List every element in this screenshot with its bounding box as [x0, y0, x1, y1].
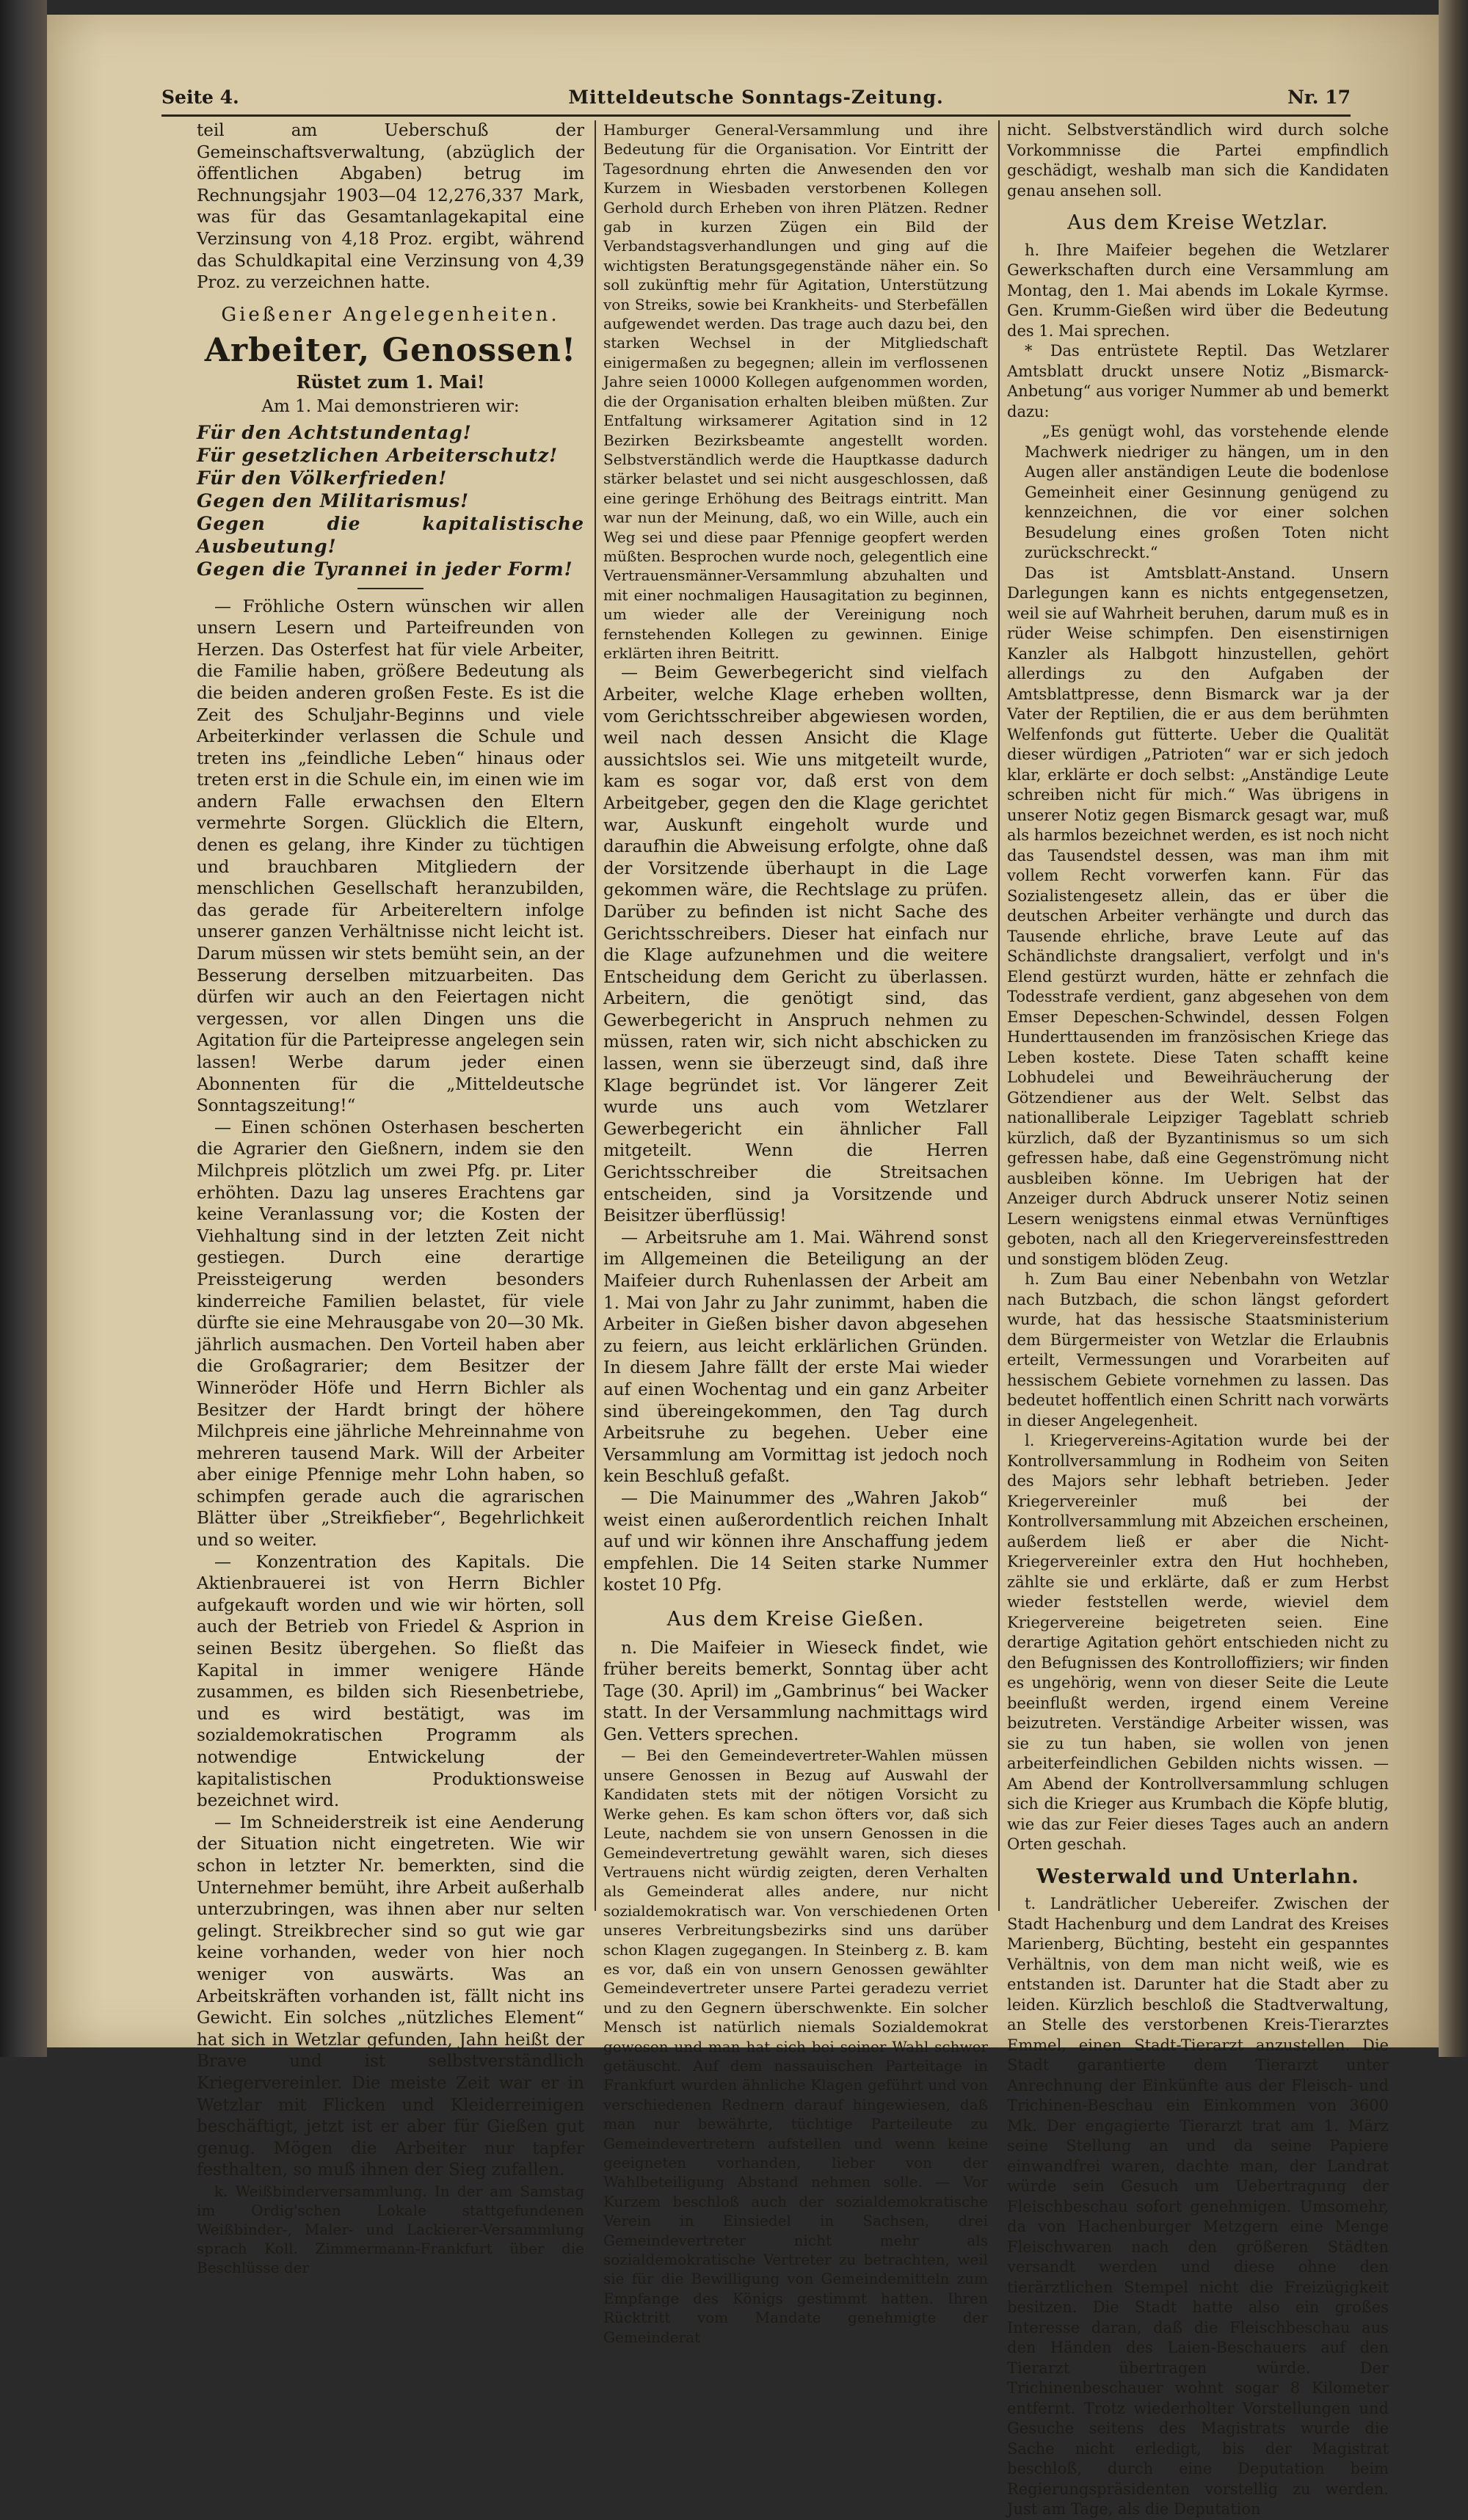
article-wieseck-mayday: n. Die Maifeier in Wieseck findet, wie früher bereits bemerkt, Sonntag über acht Tage (30. April) im „Gambrinus“ bei Wacker statt. In der Versammlung nachmittags wird Gen. Vetters sprechen.: [603, 1638, 988, 1744]
article-council-elections: — Bei den Gemeindevertreter-Wahlen müssen unsere Genossen in Bezug auf Auswahl der Kandidaten stets mit der nötigen Vorsicht zu Werke gehen. Es kam schon öfters vor, daß sich Leute, nachdem sie von unsern Genossen in die Gemeindevertretung gewählt waren, sich dieses Vertrauens nicht würdig zeigten, deren Verhalten als Gemeinderat alles andere, nur nicht sozialdemokratisch war. Von verschiedenen Orten unseres Verbreitungsbezirks sind uns darüber schon Klagen zugegangen. In Steinberg z. B. kam es vor, daß ein von unsern Genossen gewählter Gemeindevertreter unsere Partei geradezu verriet und zu den Gegnern überschwenkte. Ein solcher Mensch ist natürlich niemals Sozialdemokrat gewesen und man hat sich bei seiner Wahl schwer getäuscht. Auf dem nassauischen Parteitage in Frankfurt wurden ähnliche Klagen geführt und von verschiedenen Rednern darauf hingewiesen, daß man nur bewährte, tüchtige Parteileute zu Gemeindevertretern aufstellen und wenn keine geeigneten vorhanden, lieber von der Wahlbeteiligung Abstand nehmen solle. — Vor Kurzem beschloß auch der sozialdemokratische Verein in Einsiedel in Sachsen, drei Gemeindevertreter nicht mehr als sozialdemokratische Vertreter zu betrachten, weil sie für die Bewilligung von Gemeindemitteln zum Empfange des Königs gestimmt hatten. Ihren Rücktritt vom Mandate genehmigte der Gemeinderat: [603, 1747, 988, 2346]
headline-arbeiter-genossen: Arbeiter, Genossen!: [204, 332, 577, 370]
col3-continued: nicht. Selbstverständlich wird durch solche Vorkommnisse die Partei empfindlich geschädigt, weshalb man sich die Kandidaten genau ansehen soll.: [1007, 121, 1389, 200]
slogan-3: Für den Völkerfrieden!: [197, 467, 448, 489]
article-wahrer-jakob: — Die Mainummer des „Wahren Jakob“ weist einen außerordentlich reichen Inhalt auf und wir können ihre Anschaffung jedem empfehlen. Die 14 Seiten starke Nummer kostet 10 Pfg.: [603, 1488, 988, 1595]
article-easter: — Fröhliche Ostern wünschen wir allen unsern Lesern und Parteifreunden von Herzen. Das Osterfest hat für viele Arbeiter, die Familie haben, größere Bedeutung als die beiden anderen großen Feste. Es ist die Zeit des Schuljahr-Beginns und viele Arbeiterkinder verlassen die Schule und treten ins „feindliche Leben“ hinaus oder treten erst in die Schule ein, im einen wie im andern Falle erwachsen den Eltern vermehrte Sorgen. Glücklich die Eltern, denen es gelang, ihre Kinder zu tüchtigen und brauchbaren Mitgliedern der menschlichen Gesellschaft heranzubilden, das gerade für Arbeitereltern infolge unserer ganzen Verhältnisse nicht leicht ist. Darum müssen wir stets bemüht sein, an der Besserung derselben mitzuarbeiten. Das dürfen wir auch an den Feiertagen nicht vergessen, vor allen Dingen uns die Agitation für die Parteipresse angelegen sein lassen! Werbe darum jeder einen Abonnenten für die „Mitteldeutsche Sonntagszeitung!“: [197, 597, 584, 1116]
article-reptil-quote: „Es genügt wohl, das vorstehende elende Machwerk niedriger zu hängen, um in den Augen aller anständigen Leute die bodenlose Gemeinheit einer Gesinnung genügend zu kennzeichnen, die vor einer solchen Besudelung eines großen Toten nicht zurückschreckt.“: [1025, 423, 1389, 561]
book-binding-right: [1439, 0, 1468, 2057]
slogan-1: Für den Achtstundentag!: [197, 421, 472, 443]
article-milk-price: — Einen schönen Osterhasen bescherten die Agrarier den Gießnern, indem sie den Milchpreis plötzlich um zwei Pfg. pr. Liter erhöhten. Dazu lag unseres Erachtens gar keine Veranlassung vor; die Kosten der Viehhaltung sind in der letzten Zeit nicht gestiegen. Durch eine derartige Preissteigerung werden besonders kinderreiche Familien belastet, für viele dürfte sie eine Mehrausgabe von 20—30 Mk. jährlich ausmachen. Den Vorteil haben aber die Großagrarier; dem Besitzer der Winneröder Höfe und Herrn Bichler als Besitzer der Hardt bringt der höhere Milchpreis eine jährliche Mehreinnahme von mehreren tausend Mark. Will der Arbeiter aber einige Pfennige mehr Lohn haben, so schimpfen gerade auch die agrarischen Blätter über „Streikfieber“, Begehrlichkeit und so weiter.: [197, 1118, 584, 1551]
section-kreis-giessen: Aus dem Kreise Gießen.: [666, 1607, 925, 1631]
section-westerwald: Westerwald und Unterlahn.: [1036, 1865, 1359, 1888]
header-rule: [161, 114, 1351, 117]
demo-line: Am 1. Mai demonstrieren wir:: [261, 396, 520, 416]
column-divider-2: [998, 120, 1000, 1911]
book-binding-left: [0, 0, 47, 2057]
column-2: [603, 120, 988, 2346]
section-giessen-affairs: Gießener Angelegenheiten.: [221, 303, 560, 326]
slogan-2: Für gesetzlichen Arbeiterschutz!: [197, 444, 559, 466]
slogan-6: Gegen die Tyrannei in jeder Form!: [197, 558, 573, 580]
article-reptil: * Das entrüstete Reptil. Das Wetzlarer Amtsblatt druckt unsere Notiz „Bismarck-Anbetung“ aus voriger Nummer ab und bemerkt dazu:: [1007, 342, 1389, 420]
article-wetzlar-mayday: h. Ihre Maifeier begehen die Wetzlarer Gewerkschaften durch eine Versammlung am Montag, den 1. Mai abends im Lokale Kyrmse. Gen. Krumm-Gießen wird über die Bedeutung des 1. Mai sprechen.: [1007, 241, 1389, 340]
article-railway: h. Zum Bau einer Nebenbahn von Wetzlar nach Butzbach, die schon längst gefordert wurde, hat das hessische Staatsministerium dem Bürgermeister von Wetzlar die Erlaubnis erteilt, Vermessungen und Vorarbeiten auf hessischem Gebiete vornehmen zu lassen. Das bedeutet hoffentlich einen Schritt nach vorwärts in dieser Angelegenheit.: [1007, 1270, 1389, 1430]
newspaper-title: Mitteldeutsche Sonntags-Zeitung.: [568, 87, 944, 108]
headline-subtitle: Rüstet zum 1. Mai!: [296, 371, 485, 393]
slogan-5: Gegen die kapitalistische Ausbeutung!: [197, 512, 584, 557]
article-warrior-agitation: l. Kriegervereins-Agitation wurde bei der Kontrollversammlung in Rodheim von Seiten des Majors sehr lebhaft betrieben. Jeder Kriegervereinler muß bei der Kontrollversammlung mit Abzeichen erscheinen, außerdem ließ er aber die Nicht-Kriegervereinler extra den Hut hochheben, zählte sie und erklärte, daß er zum Herbst wieder feststellen werde, wieviel dem Kriegervereine beigetreten seien. Eine derartige Agitation gehört entschieden nicht zu den Befugnissen des Kontrolloffiziers; wir finden es ungehörig, wenn von dieser Seite die Leute beeinflußt werden, irgend einem Vereine beizutreten. Verständige Arbeiter wissen, was sie zu tun haben, sie wollen von jenen arbeiterfeindlichen Gebilden nichts wissen. — Am Abend der Kontrollversammlung schlugen sich die Krieger aus Krumbach die Köpfe blutig, wie das zur Feier dieses Tages auch an andern Orten geschah.: [1007, 1432, 1389, 1853]
column-3: [1007, 120, 1389, 2518]
divider-rule: [357, 588, 424, 589]
page-number: Seite 4.: [161, 87, 239, 108]
article-amtsblatt: Das ist Amtsblatt-Anstand. Unsern Darlegungen kann es nichts entgegensetzen, weil sie auf Wahrheit beruhen, darum muß es in rüder Weise schimpfen. Den eisenstirnigen Kanzler als Halbgott hinzustellen, gehört allerdings zu den Aufgaben der Amtsblattpresse, denn Bismarck war ja der Vater der Reptilien, die er aus dem berühmten Welfenfonds gut fütterte. Ueber die Qualität dieser würdigen „Patrioten“ war er sich jedoch klar, erklärte er doch selbst: „Anständige Leute schreiben nicht für mich.“ Was übrigens in unserer Notiz gegen Bismarck gesagt war, muß als harmlos bezeichnet werden, es ist noch nicht das Tausendstel dessen, was man ihm mit vollem Recht vorwerfen kann. Für das Sozialistengesetz allein, das er über die deutschen Arbeiter verhängte und durch das Tausende ehrliche, brave Leute auf das Schändlichste drangsaliert, verfolgt und in's Elend gestürzt wurden, hätte er zehnfach die Todesstrafe verdient, ganz abgesehen von dem Emser Depeschen-Schwindel, dessen Folgen Hunderttausenden im französischen Kriege das Leben kostete. Diese Taten schafft keine Lobhudelei und Beweihräucherung der Götzendiener aus der Welt. Selbst das nationalliberale Leipziger Tageblatt schrieb kürzlich, daß der Byzantinismus so um sich gefressen habe, daß eine Gegenströmung nicht ausbleiben könne. Im Uebrigen hat der Anzeiger durch Abdruck unserer Notiz seinen Lesern wenigstens einmal etwas Vernünftiges geboten, nach all den Kriegervereinsfesttreden und sonstigem blöden Zeug.: [1007, 564, 1389, 1268]
article-trade-court: — Beim Gewerbegericht sind vielfach Arbeiter, welche Klage erheben wollten, vom Gerichtsschreiber abgewiesen worden, weil nach dessen Ansicht die Klage aussichtslos sei. Wie uns mitgeteilt wurde, kam es sogar vor, daß erst von dem Arbeitgeber, gegen den die Klage gerichtet war, Auskunft eingeholt wurde und daraufhin die Abweisung erfolgte, ohne daß der Vorsitzende überhaupt in die Lage gekommen wäre, die Rechtslage zu prüfen. Darüber zu befinden ist nicht Sache des Gerichtsschreibers. Dieser hat einfach nur die Klage aufzunehmen und die weitere Entscheidung dem Gericht zu überlassen. Arbeitern, die genötigt sind, das Gewerbegericht in Anspruch nehmen zu müssen, raten wir, sich nicht abschicken zu lassen, wenn sie überzeugt sind, daß ihre Klage begründet ist. Vor längerer Zeit wurde uns auch vom Wetzlarer Gewerbegericht ein ähnlicher Fall mitgeteilt. Wenn die Herren Gerichtsschreiber die Streitsachen entscheiden, sind ja Vorsitzende und Beisitzer überflüssig!: [603, 663, 988, 1226]
section-kreis-wetzlar: Aus dem Kreise Wetzlar.: [1067, 211, 1329, 234]
column-1: [197, 120, 584, 2276]
column-divider-1: [595, 120, 596, 1911]
article-painters-meeting: k. Weißbinderversammlung. In der am Samstag im Ordig'schen Lokale stattgefundenen Weißbinder-, Maler- und Lackierer-Versammlung sprach Koll. Zimmermann-Frankfurt über die Beschlüsse der: [197, 2182, 584, 2276]
article-may-day-rest: — Arbeitsruhe am 1. Mai. Während sonst im Allgemeinen die Beteiligung an der Maifeier durch Ruhenlassen der Arbeit am 1. Mai von Jahr zu Jahr zunimmt, haben die Arbeiter in Gießen bisher davon abgesehen zu feiern, aus leicht erklärlichen Gründen. In diesem Jahre fällt der erste Mai wieder auf einen Wochentag und ein ganz Arbeiter sind übereingekommen, den Tag durch Arbeitsruhe zu begehen. Ueber eine Versammlung am Vormittag ist jedoch noch kein Beschluß gefaßt.: [603, 1228, 988, 1487]
article-tailor-strike: — Im Schneiderstreik ist eine Aenderung der Situation nicht eingetreten. Wie wir schon in letzter Nr. bemerkten, sind die Unternehmer bemüht, ihre Arbeit außerhalb unterzubringen, was ihnen aber nur selten gelingt. Streikbrecher sind so gut wie gar keine vorhanden, weder von hier noch weniger von auswärts. Was an Arbeitskräften vorhanden ist, fällt nicht ins Gewicht. Ein solches „nützliches Element“ hat sich in Wetzlar gefunden, Jahn heißt der Brave und ist selbstverständlich Kriegervereinler. Die meiste Zeit war er in Wetzlar mit Flicken und Kleiderreinigen beschäftigt, jetzt ist er aber für Gießen gut genug. Mögen die Arbeiter nur tapfer festhalten, so muß ihnen der Sieg zufallen.: [197, 1813, 584, 2180]
slogan-4: Gegen den Militarismus!: [197, 489, 470, 511]
article-union-meeting: Hamburger General-Versammlung und ihre Bedeutung für die Organisation. Vor Eintritt der Tagesordnung ehrten die Anwesenden den vor Kurzem in Wiesbaden verstorbenen Kollegen Gerhold durch Erheben von ihren Plätzen. Redner gab in kurzen Zügen ein Bild der Verbandstagsverhandlungen und ging auf die wichtigsten Beratungsgegenstände näher ein. So soll zukünftig mehr für Agitation, Unterstützung von Streiks, sowie bei Krankheits- und Sterbefällen aufgewendet werden. Das trage auch dazu bei, den starken Wechsel in der Mitgliedschaft einigermaßen zu begegnen; allein im verflossenen Jahre seien 10000 Kollegen aufgenommen worden, die der Organisation erhalten bleiben müßten. Zur Entfaltung wirksamerer Agitation sind in 12 Bezirken Bezirksbeamte angestellt worden. Selbstverständlich werde die Hauptkasse dadurch stärker belastet und sei nicht ausgeschlossen, daß eine geringe Erhöhung des Beitrags eintritt. Man war nun der Meinung, daß, wo ein Wille, auch ein Weg sei und diese paar Pfennige geopfert werden müßten. Besprochen wurde noch, gelegentlich eine Vertrauensmänner-Versammlung abzuhalten und mit einer nochmaligen Hausagitation zu beginnen, um wieder alle der Vereinigung noch fernstehenden Kollegen zu gewinnen. Einige erklärten ihren Beitritt.: [603, 121, 988, 662]
article-capital: — Konzentration des Kapitals. Die Aktienbrauerei ist von Herrn Bichler aufgekauft worden und wie wir hörten, soll auch der Betrieb von Friedel & Asprion in seinen Besitz übergehen. So fließt das Kapital in immer wenigere Hände zusammen, es bilden sich Riesenbetriebe, und es wird bestätigt, was im sozialdemokratischen Programm als notwendige Entwickelung der kapitalistischen Produktionsweise bezeichnet wird.: [197, 1552, 584, 1811]
col1-intro: teil am Ueberschuß der Gemeinschaftsverwaltung, (abzüglich der öffentlichen Abgaben) betrug im Rechnungsjahr 1903—04 12,276,337 Mark, was für das Gesamtanlagekapital eine Verzinsung von 4,18 Proz. ergibt, während das Schuldkapital eine Verzinsung von 4,39 Proz. zu verzeichnen hatte.: [197, 121, 584, 293]
article-landrat: t. Landrätlicher Uebereifer. Zwischen der Stadt Hachenburg und dem Landrat des Kreises Marienberg, Büchting, besteht ein gespanntes Verhältnis, von dem man nicht weiß, wie es entstanden ist. Darunter hat die Stadt aber zu leiden. Kürzlich beschloß die Stadtverwaltung, an Stelle des verstorbenen Kreis-Tierarztes Emmel, einen Stadt-Tierarzt anzustellen. Die Stadt garantierte dem Tierarzt unter Anrechnung der Einkünfte aus der Fleisch- und Trichinen-Beschau ein Einkommen von 3600 Mk. Der engagierte Tierarzt trat am 1. März seine Stellung an und da seine Papiere einwandfrei waren, dachte man, der Landrat würde sein Gesuch um Uebertragung der Fleischbeschau sofort genehmigen. Umsomehr, da von Hachenburger Metzgern eine Menge Fleischwaren nach den größeren Städten versandt werden und diese ohne den tierärztlichen Stempel nicht die Freizügigkeit besitzen. Die Stadt hatte also ein großes Interesse daran, daß die Fleischbeschau aus den Händen des Laien-Beschauers auf den Tierarzt übertragen würde. Der Trichinenbeschauer wohnt sogar 8 Kilometer entfernt. Trotz wiederholter Vorstellungen und Gesuche seitens des Magistrats wurde die Sache nicht erledigt, bis der Magistrat beschloß, durch eine Deputation beim Regierungspräsidenten vorstellig zu werden. Just am Tage, als die Deputation: [1007, 1895, 1389, 2518]
issue-number: Nr. 17: [1287, 87, 1351, 108]
page-header: [161, 87, 1351, 116]
